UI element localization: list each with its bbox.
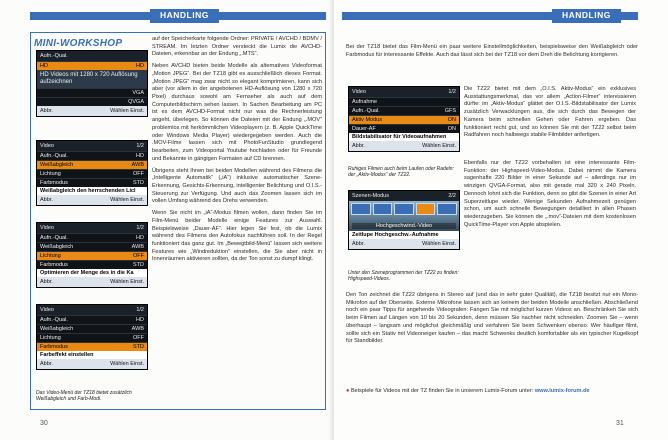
screen-page: 1/2 <box>448 89 456 95</box>
screen-row-label: Aufn.-Qual. <box>40 235 68 241</box>
screen-title: Video <box>40 225 54 231</box>
camera-screen-scene-mode <box>348 190 460 250</box>
footer-note <box>346 388 638 396</box>
screen-title: Szenen-Modus <box>352 193 389 199</box>
forum-link[interactable]: www.lumix-forum.de <box>534 388 590 394</box>
screen-row <box>37 315 147 324</box>
screen-row-label: Lichtung <box>40 171 61 177</box>
screen-row-label: Aufn.-Qual. <box>40 317 68 323</box>
scene-preview <box>349 201 459 231</box>
screen-row-label: Weißabgleich <box>40 162 74 168</box>
screen-option: VGA <box>132 90 144 97</box>
article-paragraph: Die TZ22 bietet mit dem „O.I.S. Aktiv-Modus“ ein exklusives Ausstattungsmerkmal, das vor allem „Action-Filmer“ interessieren dürfte: im „Aktiv-Modus“ glättet der O.I.S.-Bildstabilisator der Lumix zusätzlich Verwacklungen aus, die sich durch das Bewegen der Kamera beim schnellen Gehen oder Fahren ergeben. Das funktioniert recht gut, und so können Sie mit der TZ22 selbst beim Radfahren noch halbwegs stabile Filmbilder anfertigen. <box>464 86 636 139</box>
screen-select-label: Wählen Einst. <box>110 279 144 285</box>
screen-back-label: Abbr. <box>40 279 53 285</box>
screen-bottom <box>37 106 147 116</box>
screen-bottom <box>349 141 459 151</box>
screen-row-value: OFF <box>133 335 144 341</box>
image-caption: Ruhiges Filmen auch beim Laufen oder Radeln: der „Aktiv-Modus“ der TZ22. <box>348 166 454 179</box>
screen-row <box>349 124 459 133</box>
scene-icon-strip <box>351 203 457 215</box>
screen-row-label: Lichtung <box>40 253 61 259</box>
screen-row <box>349 97 459 106</box>
scene-mode-icon <box>394 203 414 215</box>
screen-topline <box>349 87 459 97</box>
article-paragraph: auf der Speicherkarte folgende Ordner: PRIVATE / AVCHD / BDMV / STREAM. Im letzten Ordner versteckt die Lumix die AVCHD-Dateien, erkennbar an der Endung „.MTS“. <box>152 36 322 58</box>
screen-title: Aufn.-Qual. <box>40 53 68 59</box>
screen-row <box>37 260 147 269</box>
screen-row <box>37 251 147 260</box>
screen-row-value: HD <box>136 63 144 69</box>
screen-row-label: Weißabgleich <box>40 244 74 250</box>
screen-row-label: Aufn.-Qual. <box>352 108 380 114</box>
screen-row-value: STD <box>133 344 144 350</box>
screen-row-value: STD <box>133 180 144 186</box>
screen-description: HD Videos mit 1280 x 720 Auflösung aufzeichnen <box>37 70 147 88</box>
article-paragraph: Übrigens steht Ihnen bei beiden Modellen während des Filmens die „Intelligente Automatik“ („iA“) inklusive automatischer Szene-Erkennung, Gesichts-Erkennung, intelligenter Belichtung und O.I.S.-Steuerung zur Verfügung. Und auch das Zoomen lassen sich im vollen Umfang während des Drehs verwenden. <box>152 167 322 205</box>
scene-mode-icon-selected <box>416 203 436 215</box>
camera-screen-colormode <box>36 304 148 370</box>
screen-topline <box>37 141 147 151</box>
article-column <box>152 36 322 268</box>
screen-row <box>37 242 147 251</box>
article-paragraph: Den Ton zeichnet die TZ22 übrigens in Stereo auf (und das in sehr guter Qualität), die TZ18 besitzt nur ein Mono-Mikrofon auf der Oberseite. Externe Mikrofone lassen sich an keinem der beiden Modelle anschließen. Abschließend noch ein paar Tipps für angehende Videografen: Fangen Sie mit möglichst kurzen Videos an. Beschränken Sie sich beim Filmen auf Längen von 10 bis 20 Sekunden, denn müssen Sie nachher nicht schneiden. Zoomen Sie – wenn überhaupt – langsam und möglichst gleichmäßig und verfahren Sie beim Schwenken ebenso. Wer häufiger filmt, sollte sich ein Stativ mit Videoneiger kaufen – das macht Schwenks deutlich komfortabler als ein typischer Kugelkopf für Standbilder. <box>346 292 638 345</box>
screen-row-label: Lichtung <box>40 335 61 341</box>
screen-row-label: Aufn.-Qual. <box>40 153 68 159</box>
camera-screen-exposure <box>36 222 148 288</box>
screen-back-label: Abbr. <box>40 108 53 115</box>
screen-select-label: Wählen Einst. <box>110 197 144 203</box>
bullet-icon: ● <box>346 388 350 394</box>
section-header-label: HANDLING <box>552 9 621 23</box>
screen-row <box>37 342 147 351</box>
screen-bottom <box>37 277 147 287</box>
section-header-label: HANDLING <box>150 9 219 23</box>
screen-title: Video <box>40 143 54 149</box>
screen-row-label: Weißabgleich <box>40 326 74 332</box>
screen-row <box>37 61 147 70</box>
scene-mode-icon <box>351 203 371 215</box>
screen-row <box>37 151 147 160</box>
screen-row-label: HD <box>40 63 48 69</box>
article-paragraph: Neben AVCHD bieten beide Modelle als alternatives Videoformat „Motion JPEG“. Bei der TZ18 gibt es ausschließlich dieses Format. „Motion JPEG“ mag zwar nicht so elegant komprimieren, kann sich aber (vor allem in der angebotenen HD-Auflösung von 1280 x 720 Pixel) durchaus sowohl am Fernseher als auch auf dem Computerbildschirm sehen lassen. In Sachen Bearbeitung am PC ist es dem AVCHD-Format nicht nur was die Rechnerleistung angeht, überlegen. So können die Dateien mit der Endung „.MOV“ problemlos mit herkömmlichen Videoplayern (z. B. Apple QuickTime oder Windows Media Player) wiedergegeben werden. Auch die .MOV-Filme lassen sich mit PhotoFunStudio grundlegend bearbeiten, zum Videoportal Youtube hochladen oder für Freunde und Bekannte in gängigen Formaten auf CD brennen. <box>152 63 322 162</box>
screen-select-label: Wählen Einst. <box>110 108 144 115</box>
screen-row <box>37 160 147 169</box>
screen-topline <box>349 191 459 201</box>
page-number: 31 <box>616 420 624 427</box>
screen-row-value: AWB <box>131 162 144 168</box>
screen-row <box>37 97 147 106</box>
screen-back-label: Abbr. <box>352 143 365 149</box>
screen-option: QVGA <box>128 99 144 106</box>
mini-workshop-title: MINI-WORKSHOP <box>34 38 123 49</box>
camera-screen-whitebalance <box>36 140 148 206</box>
screen-back-label: Abbr. <box>352 241 365 247</box>
screen-help-band: Zeitlupe Hochgeschw.-Aufnahme <box>349 231 459 239</box>
scene-mode-icon <box>373 203 393 215</box>
right-page <box>334 0 668 440</box>
image-caption: Das Video-Menü der TZ18 bietet zusätzlich Weißabgleich und Farb-Modi. <box>36 390 132 403</box>
intro-paragraph: Bei der TZ18 bietet das Film-Menü ein paar weitere Einstellmöglichkeiten, beispielsweise den Weißabgleich oder Farbmodus für interessante Effekte. Auch das lässt sich bei der TZ18 vor dem Dreh die Belichtung korrigieren. <box>346 44 638 58</box>
screen-page: 1/2 <box>136 225 144 231</box>
screen-page: 2/2 <box>448 193 456 199</box>
screen-row <box>37 178 147 187</box>
screen-back-label: Abbr. <box>40 361 53 367</box>
camera-screen-aktiv-modus <box>348 86 460 152</box>
screen-select-label: Wählen Einst. <box>422 241 456 247</box>
screen-row-value: OFF <box>133 171 144 177</box>
screen-back-label: Abbr. <box>40 197 53 203</box>
screen-row <box>37 169 147 178</box>
screen-row <box>349 106 459 115</box>
screen-row <box>37 333 147 342</box>
screen-title: Video <box>352 89 366 95</box>
screen-row <box>37 324 147 333</box>
screen-row-value: HD <box>136 153 144 159</box>
screen-bottom <box>37 359 147 369</box>
screen-row-value: HD <box>136 317 144 323</box>
screen-row-value: AWB <box>131 326 144 332</box>
screen-row-label: Farbmodus <box>40 180 68 186</box>
screen-bottom <box>37 195 147 205</box>
screen-row <box>37 88 147 97</box>
screen-topline <box>37 305 147 315</box>
image-caption: Unter den Szeneprogrammen der TZ22 zu finden: Highspeed-Videos. <box>348 270 459 283</box>
screen-row-value: OFF <box>133 253 144 259</box>
screen-topline <box>37 223 147 233</box>
screen-row-label: Farbmodus <box>40 344 68 350</box>
page-number: 30 <box>40 420 48 427</box>
screen-title: Video <box>40 307 54 313</box>
screen-page: 1/2 <box>136 143 144 149</box>
screen-row-value: ON <box>447 117 456 123</box>
screen-row-value: ON <box>447 126 456 132</box>
screen-help-band: Optimieren der Menge des in die Ka <box>37 269 147 277</box>
screen-page: 1/2 <box>136 307 144 313</box>
screen-row <box>349 115 459 124</box>
screen-row-label: Dauer-AF <box>352 126 376 132</box>
screen-help-band: Bildstabilisator für Videoaufnahmen <box>349 133 459 141</box>
screen-help-band: Farbeffekt einstellen <box>37 351 147 359</box>
scene-mode-icon <box>437 203 457 215</box>
screen-row-label: Aufnahme <box>352 99 378 105</box>
article-paragraph: Wenn Sie nicht im „iA“-Modus filmen wollen, dann finden Sie im Film-Menü beider Modelle einige Features zur Auswahl. Beispielsweise „Dauer-AF“. Hier legen Sie fest, ob die Lumix während des Filmens den Autofokus nachführen soll. In der Regel funktioniert das ganz gut. Im „Bewegtbild-Menü“ lassen sich weitere Features wie „Windreduktion“ einstellen, die Sie aber nicht in Innenräumen aktivieren sollten, da der Ton sonst zu dumpf klingt. <box>152 210 322 263</box>
screen-row-label: Farbmodus <box>40 262 68 268</box>
screen-select-label: Wählen Einst. <box>110 361 144 367</box>
scene-label: Hochgeschwind.-Video <box>352 223 456 229</box>
screen-row-value: GFS <box>444 108 456 114</box>
screen-bottom <box>349 239 459 249</box>
screen-select-label: Wählen Einst. <box>422 143 456 149</box>
screen-row-value: AWB <box>131 244 144 250</box>
screen-row-value: STD <box>133 262 144 268</box>
screen-help-band: Weißabgleich den herrschenden Licl <box>37 187 147 195</box>
article-paragraph: Ebenfalls nur der TZ22 vorbehalten ist eine interessante Film-Funktion: der Highspeed-Video-Modus. Dabei nimmt die Kamera sagenhafte 220 Bilder in einer Sekunde auf – allerdings nur im winzigen QVGA-Format, also mit gerade mal 320 x 240 Pixeln. Dennoch lohnt sich die Funktion, denn so gibt die Szenen in einer Art Superzeitlupe wieder. Wenige Sekunden Aufnahmezeit genügen schon, um auch schnelle Bewegungen detailliert in allen Phasen wiederzugeben. Sie können die „.mov“-Dateien mit dem kostenlosen QuickTime-Player von Apple abspielen. <box>464 160 636 228</box>
screen-row <box>37 233 147 242</box>
screen-row-value: HD <box>136 235 144 241</box>
screen-topline <box>37 51 147 61</box>
footer-note-text: Beispiele für Videos mit der TZ finden Sie in unserem Lumix-Forum unter: <box>350 388 534 394</box>
screen-row-label: Aktiv Modus <box>352 117 382 123</box>
camera-screen-quality <box>36 50 148 117</box>
